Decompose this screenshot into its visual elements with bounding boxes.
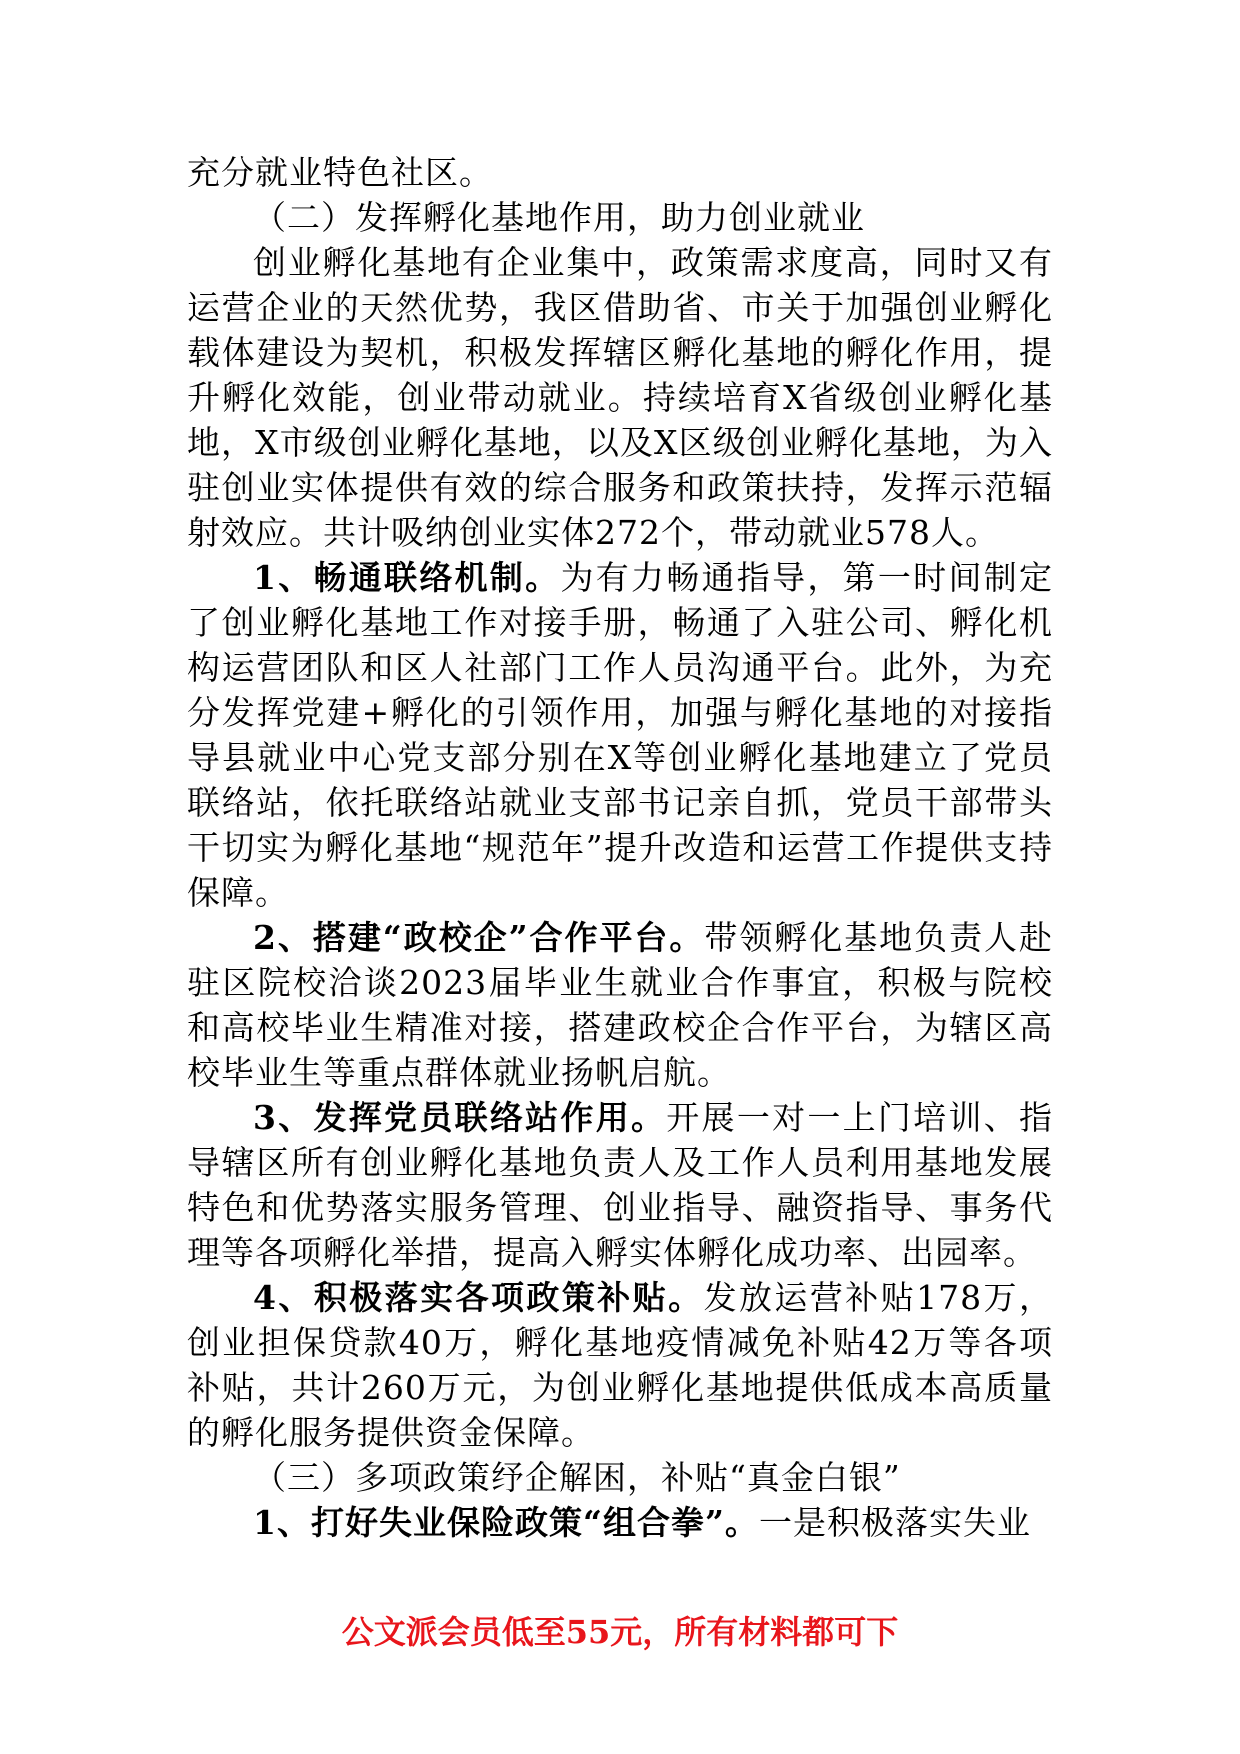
paragraph-item-4-text: 发放运营补贴178万，创业担保贷款40万，孵化基地疫情减免补贴42万等各项补贴，共计260万元，为创业孵化基地提供低成本高质量的孵化服务提供资金保障。 xyxy=(187,1278,1053,1452)
paragraph-item-5-lead: 1、打好失业保险政策“组合拳”。 xyxy=(253,1503,759,1542)
paragraph-item-2 xyxy=(187,915,1053,1095)
paragraph-item-4-lead: 4、积极落实各项政策补贴。 xyxy=(253,1278,704,1317)
paragraph-item-4 xyxy=(187,1275,1053,1455)
section-heading-2 xyxy=(187,195,1053,240)
paragraph-1 xyxy=(187,150,1053,195)
paragraph-item-1-text: 为有力畅通指导，第一时间制定了创业孵化基地工作对接手册，畅通了入驻公司、孵化机构运营团队和区人社部门工作人员沟通平台。此外，为充分发挥党建+孵化的引领作用，加强与孵化基地的对接指导县就业中心党支部分别在X等创业孵化基地建立了党员联络站，依托联络站就业支部书记亲自抓，党员干部带头干切实为孵化基地“规范年”提升改造和运营工作提供支持保障。 xyxy=(187,558,1054,912)
paragraph-item-5-text: 一是积极落实失业 xyxy=(758,1503,1031,1542)
section-heading-2-text: （二）发挥孵化基地作用，助力创业就业 xyxy=(253,198,865,237)
footer-promo-text: 公文派会员低至55元，所有材料都可下 xyxy=(341,1613,899,1651)
paragraph-item-3-lead: 3、发挥党员联络站作用。 xyxy=(253,1098,667,1137)
paragraph-item-2-lead: 2、搭建“政校企”合作平台。 xyxy=(253,918,705,957)
paragraph-item-1 xyxy=(187,555,1053,915)
paragraph-item-3 xyxy=(187,1095,1053,1275)
paragraph-1-text: 充分就业特色社区。 xyxy=(187,153,493,192)
section-heading-3 xyxy=(187,1455,1053,1500)
document-body xyxy=(187,150,1053,1545)
paragraph-3-text: 创业孵化基地有企业集中，政策需求度高，同时又有运营企业的天然优势，我区借助省、市关于加强创业孵化载体建设为契机，积极发挥辖区孵化基地的孵化作用，提升孵化效能，创业带动就业。持续培育X省级创业孵化基地，X市级创业孵化基地，以及X区级创业孵化基地，为入驻创业实体提供有效的综合服务和政策扶持，发挥示范辐射效应。共计吸纳创业实体272个，带动就业578人。 xyxy=(187,243,1053,552)
paragraph-item-1-lead: 1、畅通联络机制。 xyxy=(253,558,561,597)
paragraph-3 xyxy=(187,240,1053,555)
section-heading-3-text: （三）多项政策纾企解困，补贴“真金白银” xyxy=(253,1458,901,1497)
paragraph-item-3-text: 开展一对一上门培训、指导辖区所有创业孵化基地负责人及工作人员利用基地发展特色和优势落实服务管理、创业指导、融资指导、事务代理等各项孵化举措，提高入孵实体孵化成功率、出园率。 xyxy=(187,1098,1054,1272)
paragraph-item-5 xyxy=(187,1500,1053,1545)
paragraph-item-2-text: 带领孵化基地负责人赴驻区院校洽谈2023届毕业生就业合作事宜，积极与院校和高校毕业生精准对接，搭建政校企合作平台，为辖区高校毕业生等重点群体就业扬帆启航。 xyxy=(187,918,1053,1092)
